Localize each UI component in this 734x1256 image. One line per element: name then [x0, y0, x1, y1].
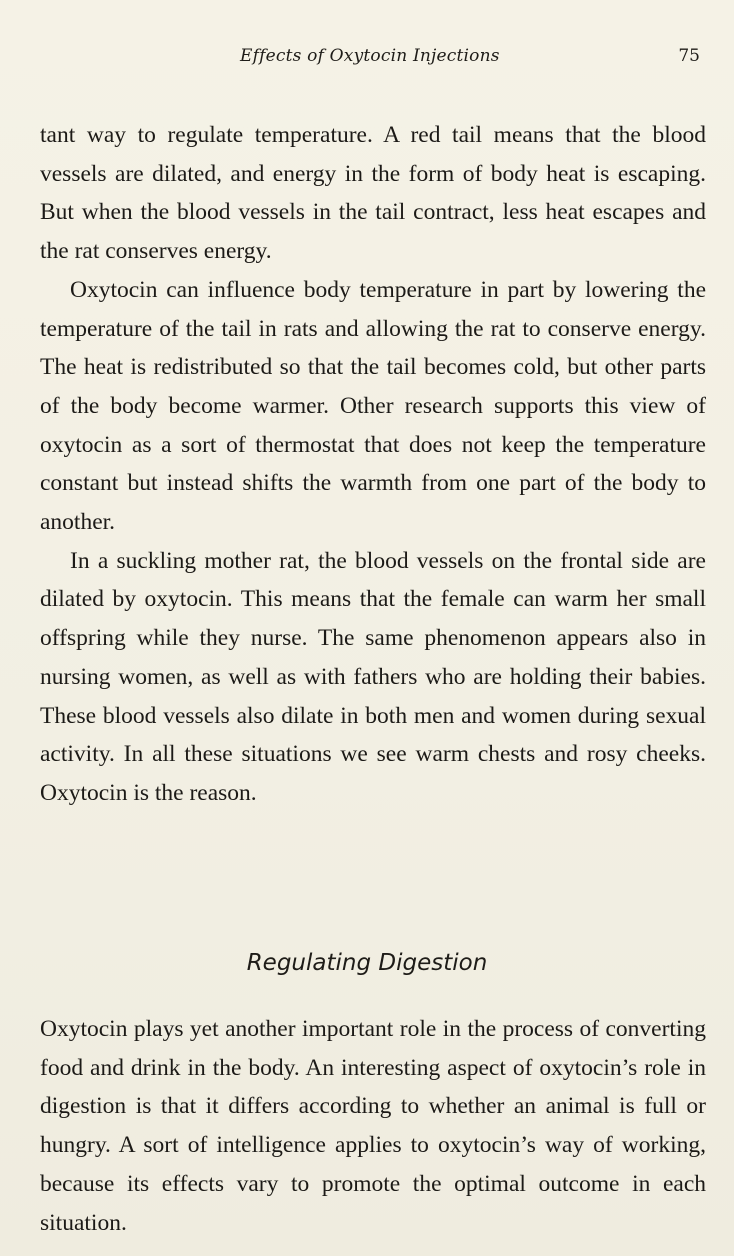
body-text [40, 116, 706, 813]
section-heading: Regulating Digestion [246, 950, 488, 976]
running-head [0, 46, 734, 76]
page-number: 75 [678, 46, 700, 66]
paragraph: In a suckling mother rat, the blood vessels on the frontal side are dilated by oxytocin. This means that the female can warm her small offspring while they nurse. The same phenomenon appears also in nursing women, as well as with fathers who are holding their babies. These blood vessels also dilate in both men and women during sexual activity. In all these situations we see warm chests and rosy cheeks. Oxytocin is the reason. [40, 547, 706, 806]
running-title: Effects of Oxytocin Injections [240, 46, 500, 66]
paragraph: Oxytocin can influence body temperature in part by lowering the temperature of the tail in rats and allowing the rat to conserve energy. The heat is redistributed so that the tail becomes cold, but other parts of the body become warmer. Other research supports this view of oxytocin as a sort of thermostat that does not keep the temperature constant but instead shifts the warmth from one part of the body to another. [40, 276, 706, 536]
paragraph-continued: tant way to regulate temperature. A red tail means that the blood vessels are dilated, and energy in the form of body heat is escaping. But when the blood vessels in the tail contract, less heat escapes and the rat conserves energy. [40, 122, 706, 265]
paragraph: Oxytocin plays yet another important role in the process of converting food and drink in the body. An interesting aspect of oxytocin’s role in digestion is that it differs according to whether an animal is full or hungry. A sort of intelligence applies to oxytocin’s way of working, because its effects vary to promote the optimal outcome in each situation. [40, 1016, 706, 1236]
section-text [40, 1010, 706, 1242]
